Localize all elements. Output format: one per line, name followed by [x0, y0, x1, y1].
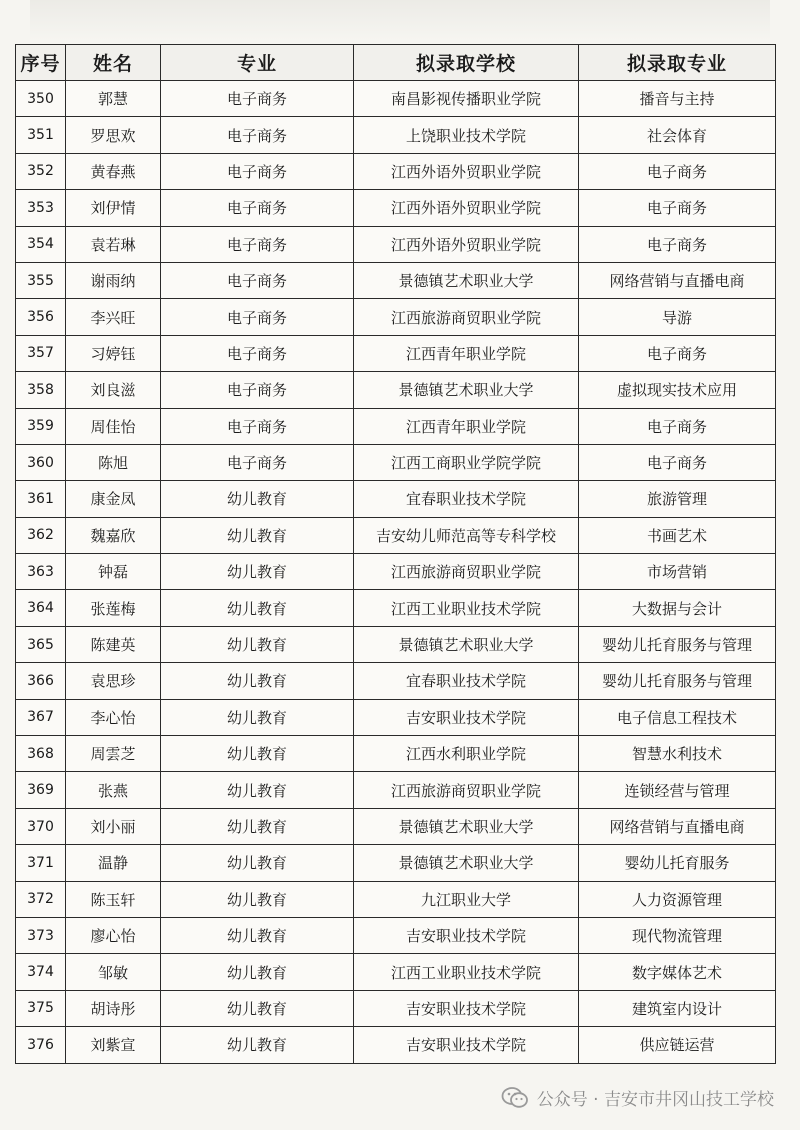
cell-major: 电子商务 [161, 153, 354, 189]
header-serial-number: 序号 [16, 45, 66, 81]
cell-admitted-major: 电子商务 [579, 190, 776, 226]
cell-admitted-major: 市场营销 [579, 554, 776, 590]
cell-admitting-school: 景德镇艺术职业大学 [354, 626, 579, 662]
cell-serial-number: 362 [16, 517, 66, 553]
cell-name: 李心怡 [66, 699, 161, 735]
cell-admitted-major: 网络营销与直播电商 [579, 808, 776, 844]
cell-admitting-school: 江西外语外贸职业学院 [354, 153, 579, 189]
cell-name: 钟磊 [66, 554, 161, 590]
cell-major: 幼儿教育 [161, 481, 354, 517]
table-body [16, 81, 776, 1064]
cell-admitting-school: 吉安幼儿师范高等专科学校 [354, 517, 579, 553]
table-row [16, 881, 776, 917]
cell-serial-number: 356 [16, 299, 66, 335]
cell-serial-number: 361 [16, 481, 66, 517]
table-row [16, 990, 776, 1026]
cell-admitted-major: 人力资源管理 [579, 881, 776, 917]
cell-serial-number: 370 [16, 808, 66, 844]
cell-admitting-school: 九江职业大学 [354, 881, 579, 917]
table-row [16, 335, 776, 371]
cell-admitted-major: 电子商务 [579, 153, 776, 189]
table-row [16, 772, 776, 808]
table-row [16, 190, 776, 226]
table-row [16, 736, 776, 772]
cell-major: 幼儿教育 [161, 590, 354, 626]
cell-admitting-school: 江西水利职业学院 [354, 736, 579, 772]
cell-major: 幼儿教育 [161, 1027, 354, 1063]
cell-admitting-school: 江西青年职业学院 [354, 335, 579, 371]
cell-serial-number: 352 [16, 153, 66, 189]
table-row [16, 153, 776, 189]
cell-admitting-school: 江西青年职业学院 [354, 408, 579, 444]
cell-major: 电子商务 [161, 372, 354, 408]
cell-major: 电子商务 [161, 226, 354, 262]
cell-major: 幼儿教育 [161, 736, 354, 772]
wechat-icon [501, 1086, 529, 1110]
cell-name: 周雲芝 [66, 736, 161, 772]
cell-admitted-major: 旅游管理 [579, 481, 776, 517]
cell-admitted-major: 数字媒体艺术 [579, 954, 776, 990]
table-row [16, 299, 776, 335]
admission-list-table [15, 44, 776, 1064]
cell-admitted-major: 智慧水利技术 [579, 736, 776, 772]
cell-admitted-major: 电子商务 [579, 444, 776, 480]
cell-admitting-school: 江西旅游商贸职业学院 [354, 554, 579, 590]
table-row [16, 626, 776, 662]
cell-name: 罗思欢 [66, 117, 161, 153]
cell-major: 电子商务 [161, 117, 354, 153]
cell-admitted-major: 大数据与会计 [579, 590, 776, 626]
cell-admitted-major: 婴幼儿托育服务与管理 [579, 663, 776, 699]
header-major: 专业 [161, 45, 354, 81]
cell-name: 刘小丽 [66, 808, 161, 844]
cell-major: 电子商务 [161, 335, 354, 371]
cell-serial-number: 357 [16, 335, 66, 371]
table-row [16, 808, 776, 844]
cell-major: 电子商务 [161, 190, 354, 226]
cell-major: 幼儿教育 [161, 517, 354, 553]
cell-name: 刘伊情 [66, 190, 161, 226]
cell-serial-number: 375 [16, 990, 66, 1026]
cell-name: 张燕 [66, 772, 161, 808]
cell-name: 袁若琳 [66, 226, 161, 262]
table-row [16, 554, 776, 590]
cell-admitting-school: 景德镇艺术职业大学 [354, 808, 579, 844]
cell-name: 陈旭 [66, 444, 161, 480]
table-row [16, 262, 776, 298]
table-row [16, 481, 776, 517]
cell-name: 张莲梅 [66, 590, 161, 626]
table-row [16, 699, 776, 735]
cell-admitting-school: 吉安职业技术学院 [354, 917, 579, 953]
table-row [16, 663, 776, 699]
cell-admitting-school: 江西旅游商贸职业学院 [354, 772, 579, 808]
table-row [16, 372, 776, 408]
cell-name: 刘良滋 [66, 372, 161, 408]
cell-name: 邹敏 [66, 954, 161, 990]
cell-major: 幼儿教育 [161, 626, 354, 662]
cell-serial-number: 363 [16, 554, 66, 590]
cell-name: 康金凤 [66, 481, 161, 517]
cell-major: 幼儿教育 [161, 554, 354, 590]
cell-serial-number: 360 [16, 444, 66, 480]
cell-admitted-major: 现代物流管理 [579, 917, 776, 953]
watermark-text: 公众号 · 吉安市井冈山技工学校 [536, 1090, 774, 1110]
cell-admitting-school: 上饶职业技术学院 [354, 117, 579, 153]
cell-serial-number: 364 [16, 590, 66, 626]
cell-admitting-school: 江西外语外贸职业学院 [354, 190, 579, 226]
cell-admitted-major: 电子商务 [579, 335, 776, 371]
cell-name: 魏嘉欣 [66, 517, 161, 553]
cell-name: 胡诗彤 [66, 990, 161, 1026]
cell-admitting-school: 吉安职业技术学院 [354, 1027, 579, 1063]
cell-admitted-major: 虚拟现实技术应用 [579, 372, 776, 408]
cell-name: 陈建英 [66, 626, 161, 662]
cell-admitting-school: 宜春职业技术学院 [354, 481, 579, 517]
cell-admitting-school: 吉安职业技术学院 [354, 699, 579, 735]
cell-admitted-major: 导游 [579, 299, 776, 335]
cell-serial-number: 355 [16, 262, 66, 298]
cell-admitted-major: 电子信息工程技术 [579, 699, 776, 735]
cell-name: 刘紫宣 [66, 1027, 161, 1063]
cell-admitting-school: 南昌影视传播职业学院 [354, 81, 579, 117]
cell-major: 幼儿教育 [161, 954, 354, 990]
cell-name: 李兴旺 [66, 299, 161, 335]
cell-serial-number: 365 [16, 626, 66, 662]
table-row [16, 590, 776, 626]
table-row [16, 444, 776, 480]
table-row [16, 517, 776, 553]
cell-name: 郭慧 [66, 81, 161, 117]
cell-major: 幼儿教育 [161, 845, 354, 881]
cell-major: 电子商务 [161, 81, 354, 117]
table-header-row [16, 45, 776, 81]
cell-admitting-school: 宜春职业技术学院 [354, 663, 579, 699]
cell-major: 幼儿教育 [161, 808, 354, 844]
header-admitting-school: 拟录取学校 [354, 45, 579, 81]
cell-admitted-major: 电子商务 [579, 226, 776, 262]
cell-serial-number: 367 [16, 699, 66, 735]
cell-admitted-major: 电子商务 [579, 408, 776, 444]
cell-name: 习婷钰 [66, 335, 161, 371]
cell-admitted-major: 建筑室内设计 [579, 990, 776, 1026]
header-name: 姓名 [66, 45, 161, 81]
wechat-watermark [501, 1085, 774, 1110]
cell-name: 温静 [66, 845, 161, 881]
cell-major: 电子商务 [161, 262, 354, 298]
cell-admitting-school: 江西工商职业学院学院 [354, 444, 579, 480]
table-row [16, 1027, 776, 1063]
table-row [16, 226, 776, 262]
cell-admitting-school: 江西旅游商贸职业学院 [354, 299, 579, 335]
cell-serial-number: 358 [16, 372, 66, 408]
cell-admitting-school: 景德镇艺术职业大学 [354, 262, 579, 298]
cell-serial-number: 372 [16, 881, 66, 917]
cell-admitting-school: 江西工业职业技术学院 [354, 590, 579, 626]
cell-admitted-major: 播音与主持 [579, 81, 776, 117]
cell-major: 电子商务 [161, 444, 354, 480]
page-top-edge [30, 0, 770, 40]
cell-serial-number: 351 [16, 117, 66, 153]
table-row [16, 845, 776, 881]
cell-admitting-school: 景德镇艺术职业大学 [354, 845, 579, 881]
cell-admitting-school: 吉安职业技术学院 [354, 990, 579, 1026]
table-row [16, 954, 776, 990]
cell-admitted-major: 连锁经营与管理 [579, 772, 776, 808]
cell-admitted-major: 供应链运营 [579, 1027, 776, 1063]
cell-serial-number: 369 [16, 772, 66, 808]
table-row [16, 81, 776, 117]
table-row [16, 917, 776, 953]
cell-admitted-major: 社会体育 [579, 117, 776, 153]
cell-serial-number: 353 [16, 190, 66, 226]
cell-name: 袁思珍 [66, 663, 161, 699]
cell-major: 幼儿教育 [161, 699, 354, 735]
cell-admitted-major: 网络营销与直播电商 [579, 262, 776, 298]
cell-major: 幼儿教育 [161, 663, 354, 699]
cell-admitting-school: 江西外语外贸职业学院 [354, 226, 579, 262]
cell-major: 幼儿教育 [161, 772, 354, 808]
cell-admitting-school: 江西工业职业技术学院 [354, 954, 579, 990]
cell-serial-number: 376 [16, 1027, 66, 1063]
cell-serial-number: 359 [16, 408, 66, 444]
cell-name: 周佳怡 [66, 408, 161, 444]
cell-major: 幼儿教育 [161, 990, 354, 1026]
cell-serial-number: 366 [16, 663, 66, 699]
table-row [16, 408, 776, 444]
cell-name: 谢雨纳 [66, 262, 161, 298]
cell-serial-number: 368 [16, 736, 66, 772]
cell-serial-number: 354 [16, 226, 66, 262]
cell-name: 廖心怡 [66, 917, 161, 953]
cell-serial-number: 374 [16, 954, 66, 990]
cell-admitted-major: 婴幼儿托育服务与管理 [579, 626, 776, 662]
cell-serial-number: 350 [16, 81, 66, 117]
table-row [16, 117, 776, 153]
cell-name: 黄春燕 [66, 153, 161, 189]
header-admitted-major: 拟录取专业 [579, 45, 776, 81]
cell-major: 电子商务 [161, 299, 354, 335]
cell-major: 幼儿教育 [161, 917, 354, 953]
cell-admitting-school: 景德镇艺术职业大学 [354, 372, 579, 408]
cell-serial-number: 371 [16, 845, 66, 881]
cell-major: 电子商务 [161, 408, 354, 444]
cell-major: 幼儿教育 [161, 881, 354, 917]
cell-name: 陈玉轩 [66, 881, 161, 917]
cell-serial-number: 373 [16, 917, 66, 953]
cell-admitted-major: 婴幼儿托育服务 [579, 845, 776, 881]
cell-admitted-major: 书画艺术 [579, 517, 776, 553]
